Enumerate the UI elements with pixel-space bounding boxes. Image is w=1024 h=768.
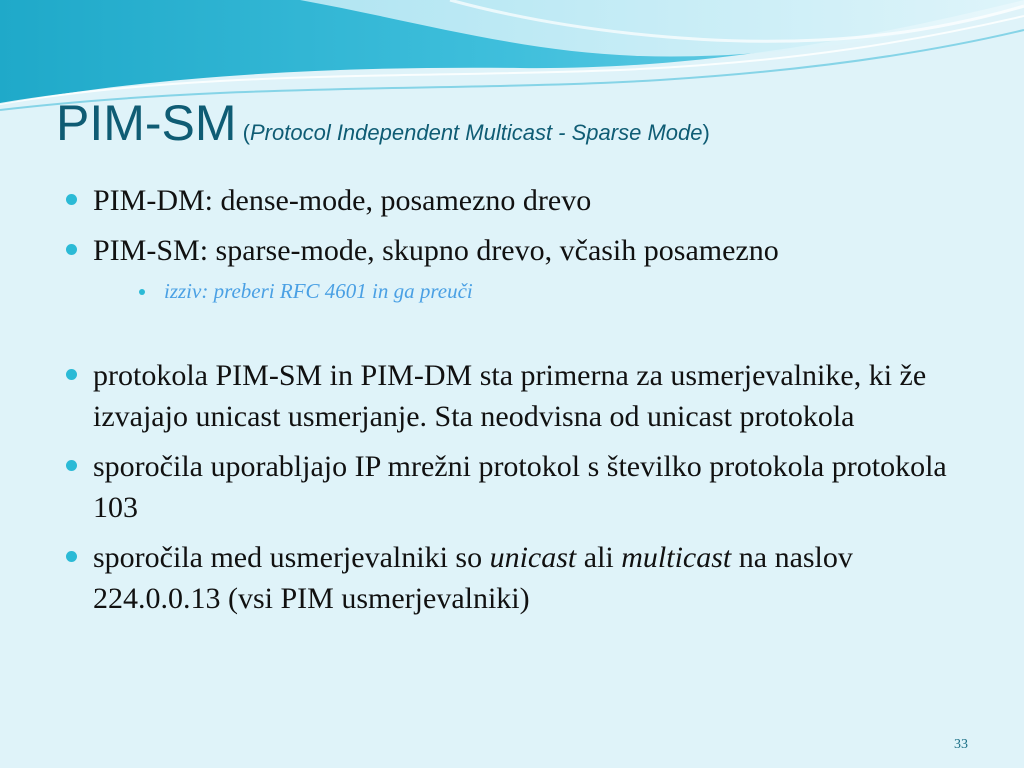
bullet-item xyxy=(66,446,966,528)
bullet-text-part: sporočila med usmerjevalniki so xyxy=(93,541,490,574)
title-sub-open: ( xyxy=(236,120,250,145)
bullet-item xyxy=(66,180,966,221)
bullet-text-part: ali xyxy=(576,541,622,574)
bullet-text: sporočila uporabljajo IP mrežni protokol s številko protokola protokola 103 xyxy=(93,450,947,524)
page-number: 33 xyxy=(954,737,968,752)
bullet-item xyxy=(66,537,966,619)
bullet-dot-icon xyxy=(66,194,77,205)
sub-bullet-text: izziv: preberi RFC 4601 in ga preuči xyxy=(164,279,473,303)
sub-bullet-item xyxy=(66,274,966,308)
slide-title xyxy=(56,94,710,152)
bullet-text-part: na naslov 224.0.0.13 (vsi PIM usmerjevalniki) xyxy=(93,541,853,615)
bullet-item xyxy=(66,230,966,271)
bullet-text: PIM-SM: sparse-mode, skupno drevo, včasih posamezno xyxy=(93,234,779,267)
spacer xyxy=(66,308,966,355)
bullet-text-italic: multicast xyxy=(621,541,732,574)
title-main: PIM-SM xyxy=(56,95,237,151)
sub-bullet-dot-icon xyxy=(139,289,145,295)
title-sub-close: ) xyxy=(702,120,710,145)
bullet-dot-icon xyxy=(66,551,77,562)
bullet-text-italic: unicast xyxy=(489,541,577,574)
bullet-item xyxy=(66,355,966,437)
bullet-list xyxy=(66,180,966,628)
bullet-dot-icon xyxy=(66,460,77,471)
title-subtitle xyxy=(237,120,710,145)
title-sub-italic: Protocol Independent Multicast - Sparse Mode xyxy=(250,120,703,145)
bullet-dot-icon xyxy=(66,244,77,255)
bullet-text: PIM-DM: dense-mode, posamezno drevo xyxy=(93,184,592,217)
bullet-dot-icon xyxy=(66,369,77,380)
bullet-text: protokola PIM-SM in PIM-DM sta primerna za usmerjevalnike, ki že izvajajo unicast usmerjanje. Sta neodvisna od unicast protokola xyxy=(93,359,927,433)
